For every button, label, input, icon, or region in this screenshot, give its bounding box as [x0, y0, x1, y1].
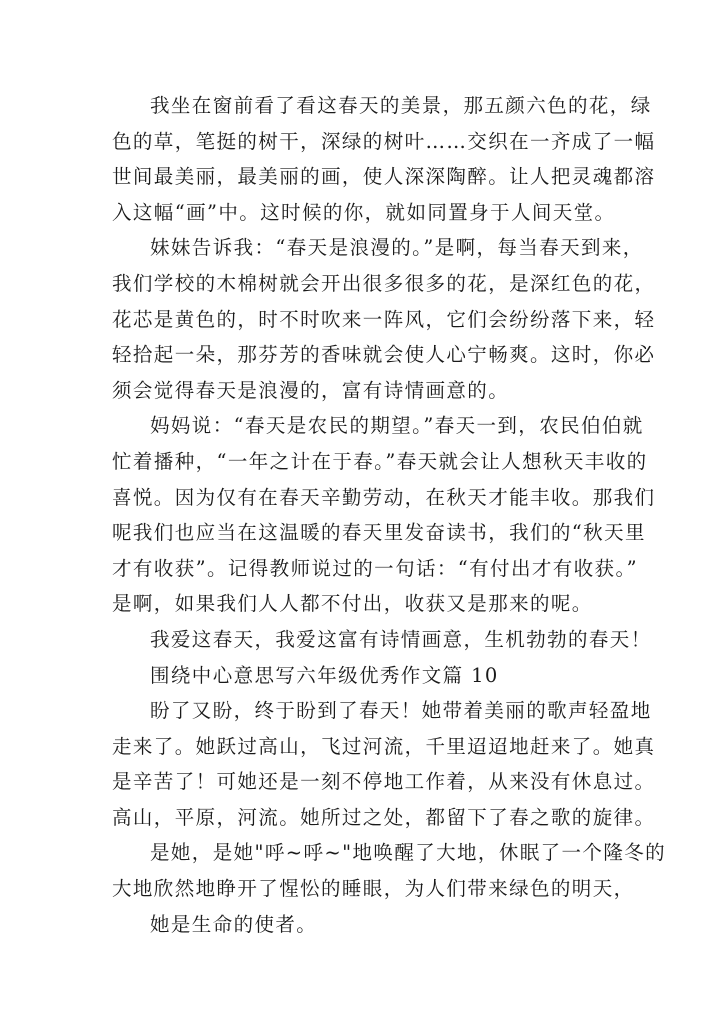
text-line: 围绕中心意思写六年级优秀作文篇 10	[150, 663, 499, 687]
text-line: 是啊，如果我们人人都不付出，收获又是那来的呢。	[112, 592, 593, 616]
text-line: 我坐在窗前看了看这春天的美景，那五颜六色的花，绿	[150, 94, 652, 117]
text-line: 花芯是黄色的，时不时吹来一阵风，它们会纷纷落下来，轻	[112, 307, 656, 331]
essay-text	[112, 88, 667, 942]
text-line: 妹妹告诉我：“春天是浪漫的。”是啊，每当春天到来，	[150, 236, 644, 260]
text-line: 大地欣然地睁开了惺忪的睡眼，为人们带来绿色的明天，	[112, 877, 635, 901]
text-line: 是她，是她"呼~呼~"地唤醒了大地，休眠了一个隆冬的	[150, 841, 667, 865]
text-line: 入这幅“画”中。这时候的你，就如同置身于人间天堂。	[112, 200, 616, 224]
text-line: 世间最美丽，最美丽的画，使人深深陶醉。让人把灵魂都溶	[112, 165, 656, 189]
text-line: 她是生命的使者。	[150, 912, 318, 936]
text-line: 是辛苦了！可她还是一刻不停地工作着，从来没有休息过。	[112, 770, 656, 794]
text-line: 走来了。她跃过高山，飞过河流，千里迢迢地赶来了。她真	[112, 734, 656, 758]
text-line: 色的草，笔挺的树干，深绿的树叶……交织在一齐成了一幅	[112, 129, 656, 153]
text-line: 忙着播种，“一年之计在于春。”春天就会让人想秋天丰收的	[112, 449, 648, 473]
text-line: 呢我们也应当在这温暖的春天里发奋读书，我们的“秋天里	[112, 521, 646, 545]
text-line: 高山，平原，河流。她所过之处，都留下了春之歌的旋律。	[112, 805, 656, 829]
text-line: 须会觉得春天是浪漫的，富有诗情画意的。	[112, 378, 510, 402]
text-line: 妈妈说：“春天是农民的期望。”春天一到，农民伯伯就	[150, 414, 644, 438]
text-line: 我们学校的木棉树就会开出很多很多的花，是深红色的花，	[112, 271, 656, 295]
text-line: 才有收获”。记得教师说过的一句话：“有付出才有收获。”	[112, 556, 638, 580]
text-line: 喜悦。因为仅有在春天辛勤劳动，在秋天才能丰收。那我们	[112, 485, 656, 509]
text-line: 盼了又盼，终于盼到了春天！她带着美丽的歌声轻盈地	[150, 699, 652, 723]
text-line: 轻拾起一朵，那芬芳的香味就会使人心宁畅爽。这时，你必	[112, 343, 656, 367]
text-line: 我爱这春天，我爱这富有诗情画意，生机勃勃的春天！	[150, 627, 652, 651]
